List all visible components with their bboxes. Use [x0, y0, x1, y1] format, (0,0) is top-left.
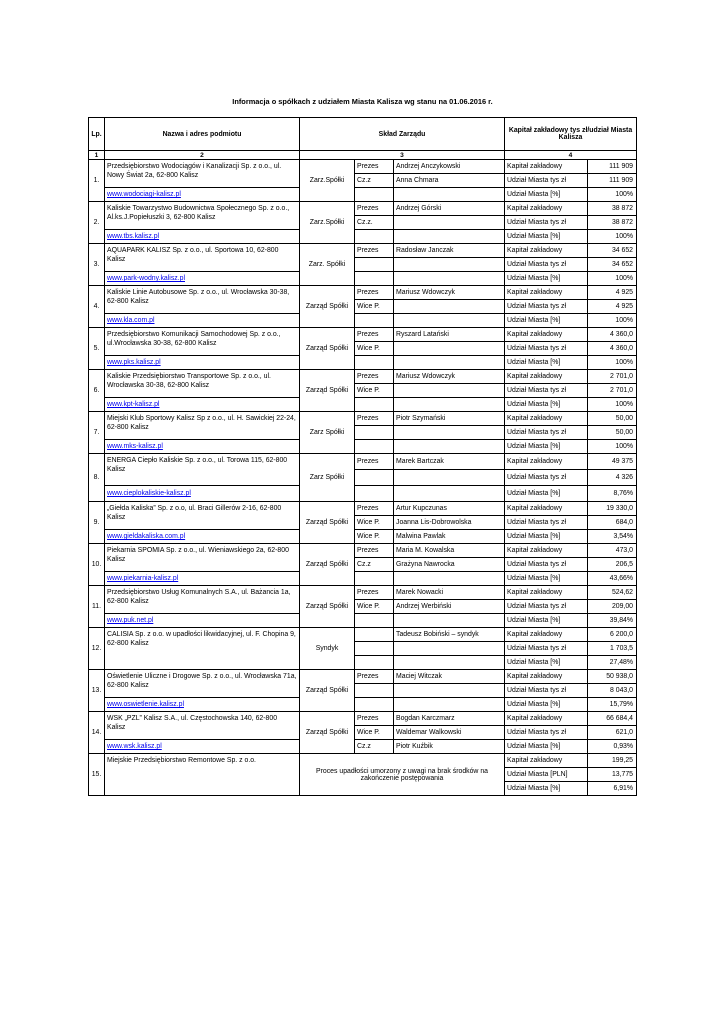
capital-label: Udział Miasta tys zł	[505, 258, 588, 272]
member-role	[355, 314, 394, 328]
capital-value: 6 200,0	[588, 628, 637, 642]
member-person	[394, 258, 505, 272]
company-website-link[interactable]: www.wsk.kalisz.pl	[105, 740, 300, 754]
member-role	[355, 684, 394, 698]
capital-label: Udział Miasta tys zł	[505, 516, 588, 530]
member-person: Tadeusz Bobiński – syndyk	[394, 628, 505, 642]
capital-label: Udział Miasta [%]	[505, 782, 588, 796]
capital-value: 100%	[588, 230, 637, 244]
member-role: Prezes	[355, 202, 394, 216]
table-row	[89, 572, 637, 586]
row-number: 7.	[89, 412, 105, 454]
capital-label: Kapitał zakładowy	[505, 454, 588, 470]
capital-value: 100%	[588, 398, 637, 412]
member-person	[394, 230, 505, 244]
table-row	[89, 160, 637, 174]
col-number: 1	[89, 151, 105, 160]
board-organ: Zarząd Spółki	[300, 502, 355, 544]
member-person	[394, 470, 505, 486]
table-row	[89, 356, 637, 370]
capital-value: 34 652	[588, 258, 637, 272]
company-name: ENERGA Ciepło Kaliskie Sp. z o.o., ul. Torowa 115, 62-800 Kalisz	[105, 454, 300, 486]
member-person: Grażyna Nawrocka	[394, 558, 505, 572]
capital-value: 19 330,0	[588, 502, 637, 516]
table-row	[89, 670, 637, 684]
capital-value: 50,00	[588, 412, 637, 426]
row-number: 13.	[89, 670, 105, 712]
row-number: 11.	[89, 586, 105, 628]
capital-value: 199,25	[588, 754, 637, 768]
row-number: 10.	[89, 544, 105, 586]
capital-value: 111 909	[588, 160, 637, 174]
capital-value: 100%	[588, 188, 637, 202]
header-row	[89, 118, 637, 151]
capital-label: Udział Miasta tys zł	[505, 726, 588, 740]
company-name: Kaliskie Przedsiębiorstwo Transportowe Sp. z o.o., ul. Wrocławska 30-38, 62-800 Kalisz	[105, 370, 300, 398]
member-role: Prezes	[355, 328, 394, 342]
capital-label: Udział Miasta [%]	[505, 656, 588, 670]
member-role: Prezes	[355, 412, 394, 426]
member-person	[394, 656, 505, 670]
capital-value: 15,79%	[588, 698, 637, 712]
company-website-link[interactable]: www.wodociagi-kalisz.pl	[105, 188, 300, 202]
capital-label: Udział Miasta tys zł	[505, 558, 588, 572]
member-role: Prezes	[355, 286, 394, 300]
member-role: Cz.z	[355, 558, 394, 572]
table-row	[89, 412, 637, 426]
capital-value: 8,76%	[588, 486, 637, 502]
capital-value: 473,0	[588, 544, 637, 558]
company-website-link[interactable]: www.oswietlenie.kalisz.pl	[105, 698, 300, 712]
capital-value: 100%	[588, 314, 637, 328]
capital-label: Udział Miasta tys zł	[505, 426, 588, 440]
member-person	[394, 300, 505, 314]
table-row	[89, 398, 637, 412]
member-role: Cz.z	[355, 740, 394, 754]
company-website-link[interactable]: www.kla.com.pl	[105, 314, 300, 328]
capital-value: 6,91%	[588, 782, 637, 796]
capital-value: 38 872	[588, 216, 637, 230]
member-role: Cz.z.	[355, 216, 394, 230]
company-name: Przedsiębiorstwo Usług Komunalnych S.A., ul. Bażancia 1a, 62-800 Kalisz	[105, 586, 300, 614]
column-number-row	[89, 151, 637, 160]
capital-label: Kapitał zakładowy	[505, 586, 588, 600]
capital-value: 3,54%	[588, 530, 637, 544]
capital-value: 684,0	[588, 516, 637, 530]
member-role: Wice P.	[355, 600, 394, 614]
capital-label: Kapitał zakładowy	[505, 328, 588, 342]
capital-value: 100%	[588, 272, 637, 286]
table-row	[89, 544, 637, 558]
table-row	[89, 740, 637, 754]
capital-value: 621,0	[588, 726, 637, 740]
company-name: Przedsiębiorstwo Wodociągów i Kanalizacji Sp. z o.o., ul. Nowy Świat 2a, 62-800 Kalisz	[105, 160, 300, 188]
member-person	[394, 398, 505, 412]
member-person	[394, 272, 505, 286]
capital-value: 100%	[588, 356, 637, 370]
capital-value: 4 360,0	[588, 342, 637, 356]
member-person: Maciej Witczak	[394, 670, 505, 684]
member-role	[355, 426, 394, 440]
capital-value: 4 360,0	[588, 328, 637, 342]
col-number: 4	[505, 151, 637, 160]
member-person: Waldemar Walkowski	[394, 726, 505, 740]
member-person: Piotr Kuźbik	[394, 740, 505, 754]
company-name: WSK „PZL” Kalisz S.A., ul. Częstochowska 140, 62-800 Kalisz	[105, 712, 300, 740]
capital-label: Kapitał zakładowy	[505, 628, 588, 642]
header-name: Nazwa i adres podmiotu	[105, 118, 300, 151]
capital-value: 8 043,0	[588, 684, 637, 698]
member-person	[394, 342, 505, 356]
capital-value: 39,84%	[588, 614, 637, 628]
member-role	[355, 230, 394, 244]
capital-label: Kapitał zakładowy	[505, 754, 588, 768]
board-organ: Zarząd Spółki	[300, 670, 355, 712]
board-organ: Zarząd Spółki	[300, 712, 355, 754]
table-row	[89, 614, 637, 628]
board-organ: Zarząd Spółki	[300, 544, 355, 586]
member-person: Mariusz Wdowczyk	[394, 286, 505, 300]
company-name: Kaliskie Towarzystwo Budownictwa Społecznego Sp. z o.o., Al.ks.J.Popiełuszki 3, 62-800 Kalisz	[105, 202, 300, 230]
member-role: Wice P.	[355, 530, 394, 544]
member-role	[355, 572, 394, 586]
member-role: Wice P.	[355, 384, 394, 398]
capital-value: 4 925	[588, 300, 637, 314]
capital-label: Kapitał zakładowy	[505, 502, 588, 516]
capital-label: Kapitał zakładowy	[505, 370, 588, 384]
board-organ: Zarząd Spółki	[300, 328, 355, 370]
table-row	[89, 440, 637, 454]
member-role: Prezes	[355, 544, 394, 558]
board-organ: Zarząd Spółki	[300, 370, 355, 412]
capital-label: Udział Miasta tys zł	[505, 384, 588, 398]
member-person	[394, 684, 505, 698]
company-name: CALISIA Sp. z o.o. w upadłości likwidacyjnej, ul. F. Chopina 9, 62-800 Kalisz	[105, 628, 300, 670]
member-role	[355, 258, 394, 272]
member-person	[394, 216, 505, 230]
capital-value: 4 925	[588, 286, 637, 300]
capital-label: Kapitał zakładowy	[505, 712, 588, 726]
company-website-link[interactable]: www.tbs.kalisz.pl	[105, 230, 300, 244]
capital-label: Udział Miasta tys zł	[505, 642, 588, 656]
capital-value: 49 375	[588, 454, 637, 470]
row-number: 9.	[89, 502, 105, 544]
company-website-link[interactable]: www.pks.kalisz.pl	[105, 356, 300, 370]
table-row	[89, 502, 637, 516]
member-role	[355, 272, 394, 286]
col-number: 3	[300, 151, 505, 160]
row-number: 5.	[89, 328, 105, 370]
row-number: 3.	[89, 244, 105, 286]
company-website-link[interactable]: www.kpt-kalisz.pl	[105, 398, 300, 412]
capital-value: 50 938,0	[588, 670, 637, 684]
table-row	[89, 370, 637, 384]
member-person: Maria M. Kowalska	[394, 544, 505, 558]
capital-value: 209,00	[588, 600, 637, 614]
company-name: Piekarnia SPOMIA Sp. z o.o., ul. Wieniawskiego 2a, 62-800 Kalisz	[105, 544, 300, 572]
capital-label: Udział Miasta [%]	[505, 230, 588, 244]
capital-value: 27,48%	[588, 656, 637, 670]
capital-label: Udział Miasta [%]	[505, 314, 588, 328]
company-name: Miejski Klub Sportowy Kalisz Sp z o.o., ul. H. Sawickiej 22-24, 62-800 Kalisz	[105, 412, 300, 440]
capital-label: Udział Miasta [%]	[505, 356, 588, 370]
member-role	[355, 470, 394, 486]
table-row	[89, 530, 637, 544]
member-person	[394, 440, 505, 454]
member-role: Prezes	[355, 586, 394, 600]
capital-label: Kapitał zakładowy	[505, 160, 588, 174]
member-role	[355, 614, 394, 628]
member-person: Marek Nowacki	[394, 586, 505, 600]
row-number: 15.	[89, 754, 105, 796]
board-note: Proces upadłości umorzony z uwagi na brak środków na zakończenie postępowania	[300, 754, 505, 796]
member-person	[394, 572, 505, 586]
company-website-link[interactable]: www.gieldakaliska.com.pl	[105, 530, 300, 544]
member-person	[394, 356, 505, 370]
member-person: Malwina Pawlak	[394, 530, 505, 544]
table-row	[89, 230, 637, 244]
company-name: Kaliskie Linie Autobusowe Sp. z o.o., ul. Wrocławska 30-38, 62-800 Kalisz	[105, 286, 300, 314]
row-number: 6.	[89, 370, 105, 412]
capital-value: 50,00	[588, 426, 637, 440]
capital-label: Udział Miasta tys zł	[505, 174, 588, 188]
capital-label: Udział Miasta tys zł	[505, 684, 588, 698]
capital-value: 38 872	[588, 202, 637, 216]
capital-label: Udział Miasta [%]	[505, 614, 588, 628]
member-role	[355, 440, 394, 454]
capital-label: Udział Miasta [%]	[505, 740, 588, 754]
member-person	[394, 314, 505, 328]
table-row	[89, 712, 637, 726]
table-row	[89, 486, 637, 502]
member-role: Wice P.	[355, 300, 394, 314]
member-person	[394, 384, 505, 398]
member-person	[394, 642, 505, 656]
member-role: Wice P.	[355, 516, 394, 530]
member-person: Andrzej Górski	[394, 202, 505, 216]
capital-label: Udział Miasta [PLN]	[505, 768, 588, 782]
board-organ: Zarząd Spółki	[300, 586, 355, 628]
capital-value: 206,5	[588, 558, 637, 572]
capital-label: Kapitał zakładowy	[505, 412, 588, 426]
row-number: 14.	[89, 712, 105, 754]
member-role: Prezes	[355, 670, 394, 684]
company-website-link[interactable]: www.mks-kalisz.pl	[105, 440, 300, 454]
member-role: Prezes	[355, 454, 394, 470]
page-title: Informacja o spółkach z udziałem Miasta Kalisza wg stanu na 01.06.2016 r.	[232, 97, 493, 106]
row-number: 4.	[89, 286, 105, 328]
member-role	[355, 656, 394, 670]
company-name: Miejskie Przedsiębiorstwo Remontowe Sp. z o.o.	[105, 754, 300, 796]
board-organ: Zarz. Spółki	[300, 244, 355, 286]
capital-label: Udział Miasta tys zł	[505, 300, 588, 314]
capital-value: 34 652	[588, 244, 637, 258]
member-person	[394, 614, 505, 628]
member-role	[355, 486, 394, 502]
member-role: Prezes	[355, 370, 394, 384]
capital-label: Udział Miasta tys zł	[505, 342, 588, 356]
company-website-link[interactable]: www.park-wodny.kalisz.pl	[105, 272, 300, 286]
member-role: Cz.z	[355, 174, 394, 188]
member-person: Mariusz Wdowczyk	[394, 370, 505, 384]
header-board: Skład Zarządu	[300, 118, 505, 151]
capital-label: Udział Miasta [%]	[505, 272, 588, 286]
board-organ: Syndyk	[300, 628, 355, 670]
member-person	[394, 698, 505, 712]
capital-label: Kapitał zakładowy	[505, 286, 588, 300]
table-row	[89, 698, 637, 712]
member-person: Marek Bartczak	[394, 454, 505, 470]
capital-value: 100%	[588, 440, 637, 454]
member-role: Wice P.	[355, 726, 394, 740]
member-role: Prezes	[355, 712, 394, 726]
company-name: AQUAPARK KALISZ Sp. z o.o., ul. Sportowa 10, 62-800 Kalisz	[105, 244, 300, 272]
member-person: Ryszard Latański	[394, 328, 505, 342]
company-website-link[interactable]: www.puk.net.pl	[105, 614, 300, 628]
member-role	[355, 642, 394, 656]
table-row	[89, 586, 637, 600]
table-row	[89, 328, 637, 342]
member-person	[394, 188, 505, 202]
header-lp: Lp.	[89, 118, 105, 151]
table-row	[89, 202, 637, 216]
capital-label: Kapitał zakładowy	[505, 670, 588, 684]
capital-value: 111 909	[588, 174, 637, 188]
board-organ: Zarz Spółki	[300, 412, 355, 454]
member-role	[355, 398, 394, 412]
table-row	[89, 244, 637, 258]
capital-label: Udział Miasta [%]	[505, 698, 588, 712]
member-person: Andrzej Werbiński	[394, 600, 505, 614]
member-person	[394, 486, 505, 502]
capital-label: Kapitał zakładowy	[505, 544, 588, 558]
row-number: 8.	[89, 454, 105, 502]
table-row	[89, 286, 637, 300]
capital-value: 2 701,0	[588, 370, 637, 384]
member-person	[394, 426, 505, 440]
member-role: Wice P.	[355, 342, 394, 356]
member-role: Prezes	[355, 160, 394, 174]
member-person: Andrzej Anczykowski	[394, 160, 505, 174]
table-row	[89, 628, 637, 642]
member-person: Bogdan Karczmarz	[394, 712, 505, 726]
member-role	[355, 628, 394, 642]
member-person: Artur Kupczunas	[394, 502, 505, 516]
board-organ: Zarz.Spółki	[300, 202, 355, 244]
row-number: 12.	[89, 628, 105, 670]
member-role	[355, 188, 394, 202]
member-role	[355, 356, 394, 370]
capital-value: 4 326	[588, 470, 637, 486]
capital-value: 2 701,0	[588, 384, 637, 398]
company-name: „Giełda Kaliska” Sp. z o.o, ul. Braci Gillerów 2-16, 62-800 Kalisz	[105, 502, 300, 530]
company-name: Przedsiębiorstwo Komunikacji Samochodowej Sp. z o.o., ul.Wrocławska 30-38, 62-800 Kalisz	[105, 328, 300, 356]
member-person: Piotr Szymański	[394, 412, 505, 426]
capital-label: Udział Miasta [%]	[505, 572, 588, 586]
capital-label: Udział Miasta [%]	[505, 440, 588, 454]
capital-label: Udział Miasta tys zł	[505, 216, 588, 230]
table-row	[89, 272, 637, 286]
capital-value: 524,62	[588, 586, 637, 600]
companies-table	[88, 117, 637, 796]
table-row	[89, 454, 637, 470]
capital-label: Udział Miasta [%]	[505, 486, 588, 502]
capital-label: Kapitał zakładowy	[505, 202, 588, 216]
row-number: 2.	[89, 202, 105, 244]
table-row	[89, 314, 637, 328]
table-row	[89, 188, 637, 202]
board-organ: Zarz Spółki	[300, 454, 355, 502]
capital-label: Udział Miasta [%]	[505, 188, 588, 202]
member-role	[355, 698, 394, 712]
board-organ: Zarz.Spółki	[300, 160, 355, 202]
capital-value: 43,66%	[588, 572, 637, 586]
header-capital: Kapitał zakładowy tys zł/udział Miasta Kalisza	[505, 118, 637, 151]
capital-label: Udział Miasta [%]	[505, 398, 588, 412]
capital-label: Udział Miasta tys zł	[505, 470, 588, 486]
member-person: Radosław Janczak	[394, 244, 505, 258]
capital-value: 0,93%	[588, 740, 637, 754]
table-row	[89, 754, 637, 768]
member-role: Prezes	[355, 502, 394, 516]
company-name: Oświetlenie Uliczne i Drogowe Sp. z o.o., ul. Wrocławska 71a, 62-800 Kalisz	[105, 670, 300, 698]
capital-value: 66 684,4	[588, 712, 637, 726]
board-organ: Zarząd Spółki	[300, 286, 355, 328]
member-person: Anna Chmara	[394, 174, 505, 188]
company-website-link[interactable]: www.cieplokaliskie-kalisz.pl	[105, 486, 300, 502]
capital-label: Udział Miasta [%]	[505, 530, 588, 544]
company-website-link[interactable]: www.piekarnia-kalisz.pl	[105, 572, 300, 586]
capital-label: Udział Miasta tys zł	[505, 600, 588, 614]
member-person: Joanna Lis-Dobrowolska	[394, 516, 505, 530]
capital-value: 1 703,5	[588, 642, 637, 656]
capital-value: 13,775	[588, 768, 637, 782]
member-role: Prezes	[355, 244, 394, 258]
col-number: 2	[105, 151, 300, 160]
row-number: 1.	[89, 160, 105, 202]
capital-label: Kapitał zakładowy	[505, 244, 588, 258]
